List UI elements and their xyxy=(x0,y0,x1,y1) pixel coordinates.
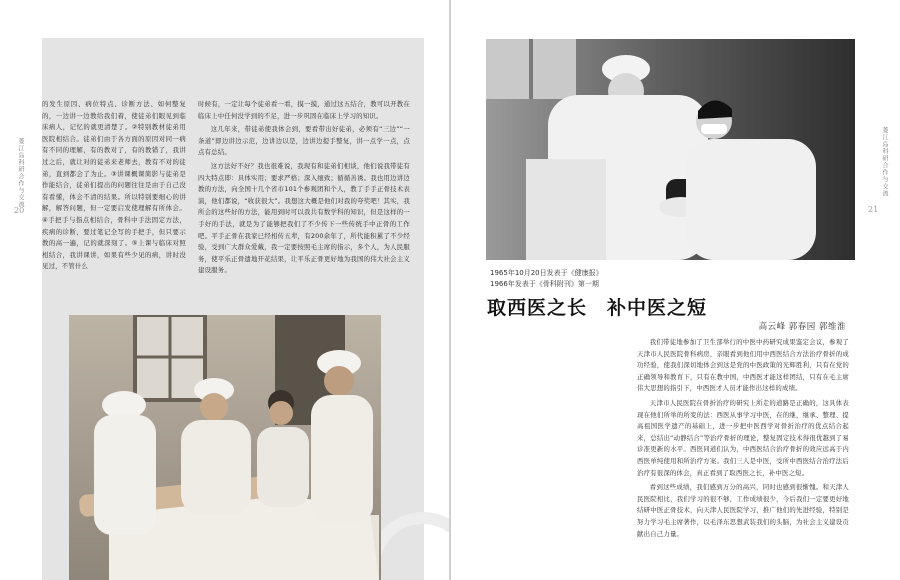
historical-photo-bone-setting xyxy=(69,315,381,580)
running-head-right: 菱江岛科研合作与交流 xyxy=(881,127,888,197)
left-text-column-1 xyxy=(42,99,186,285)
article-authors: 高云峰 郭春园 郭维淮 xyxy=(758,322,846,332)
paragraph: 时候有，一定让每个徒弟看一看，摸一摸，通过这五结合，教可以开教在临床上中任何没学到的不足，进一步巩固在临床上学习的知识。 xyxy=(198,100,410,120)
paragraph: 我们带徒地参加了卫生部举行的中医中药研究成果鉴定会议，参观了天津市人民医院骨科病房，亲眼看到他们用中西医结合方法治疗骨折的成功经验，使我们深切地体会到这是党的中医政策的光辉胜利，只有在党的正确领导和教育下，只有在教中国，中西医才能这样团结，只有在毛主席伟大思想的指引下，中西医才人员才能作出这样的成绩。 xyxy=(637,338,849,393)
paragraph: 这方法好不好？我也很难说，我现有和徒弟们相谈，他们说我带徒有四大特点即：具体实用；要求严格；深入细致；循循善诱。我也用边讲边教的方法，向全国十几个省市101个参观团和个人，教了手手正骨技术表演，他们都说，“收获很大”。我想这大概是他们对我的夸奖吧！其实，我所会的这些好的方法，能用到时可以我共有数学科的知识，但是这样的一手好的手法，就是为了能够把我们了不少传下一些传统手中正骨的工作吧。平手正骨在我家已经相传五辈，有200余年了，所代能积累了不少经验，受到广大群众爱戴，我一定要按照毛主席的指示，多个人，为人民服务，使平乐正骨遗地开花结果，让平乐正骨更好地为我国的伟大社会主义建设服务。 xyxy=(198,161,410,275)
left-text-column-2 xyxy=(198,99,410,285)
running-head-left: 菱江岛科研合作与交流 xyxy=(17,138,24,208)
historical-photo-treatment xyxy=(486,39,855,260)
paragraph: 的发生原因、病位特点、诊断方法、如何整复的，一边讲一边教给我们着，使徒弟们眼见到临床病人，记忆的就更清楚了。②特别教材徒弟用医院相结合。徒弟们由于各方面的原因对同一病有不同的理解，有的教对了，有的教错了，我讲过之后，就让对的徒弟来老师去，教有不对的徒弟，直到都会了为止。③讲课概课简影与徒弟是作能结合，徒弟们提出的问题往往是由于自己没有看懂，体会不清的结果。所以特别要细心的讲解，解答问题，但一定要启发使理解有所体会。④手把手与指点相结合，骨科中手法固定方法，疾病的诊断，要过笔记全写的手把手，但只要示教的高一遍，记的就深刻了。⑤上课与临床对照相结合，我讲课讲，如果有些少见的病，讲时没见过，不管什么 xyxy=(42,100,186,271)
page-number-left: 20 xyxy=(14,206,25,215)
page-number-right: 21 xyxy=(868,205,879,214)
publication-source xyxy=(490,268,770,290)
paragraph: 看到这些成绩，我们感到万分的高兴，同时也感到很惭愧。和天津人民医院相比，我们学习的很不够，工作成绩很少，今后我们一定要更好地结研中医正骨技术，向天津人民医院学习，推广他们的先进经验，特别是努力学习毛主席著作，以毛泽东思想武装我们的头脑，为社会主义建设贡献出自己力量。 xyxy=(637,483,849,538)
source-line: 1965年10月20日发表于《健康报》 xyxy=(490,269,603,277)
source-line: 1966年发表于《骨科附刊》第一期 xyxy=(490,280,599,288)
article-title: 取西医之长 补中医之短 xyxy=(487,297,708,319)
paragraph: 这几年来，带徒弟使我体会到，要看带出好徒弟，必须有“三边”“一条道”即边讲边示范，边讲边以是，边讲边提手整复，讲一点学一点，点点有总结。 xyxy=(198,125,410,157)
right-text-column xyxy=(637,337,849,567)
paragraph: 天津市人民医院在骨折治疗的研究上所走的道路是正确的，这具体表现在他们所举的所变的法：西医从事学习中医，在的继，继承、整理、提高祖国医学遗产的基础上，进一步把中医西学对骨折治疗的优点结合起来，总结出“动静结合”等治疗骨折的理论，整复固定技术得很优越到了易诊准更新的水平。西医同道们认为，中西医结合治疗骨折的效应远高于内西医单纯使用和所治疗方案。我们三人是中医，受所中西医结合治疗法后治疗有很深的体会，真正看到了取西医之长，补中医之短。 xyxy=(637,398,849,477)
photo-illustration-left xyxy=(69,315,381,580)
photo-illustration-right xyxy=(486,39,855,260)
